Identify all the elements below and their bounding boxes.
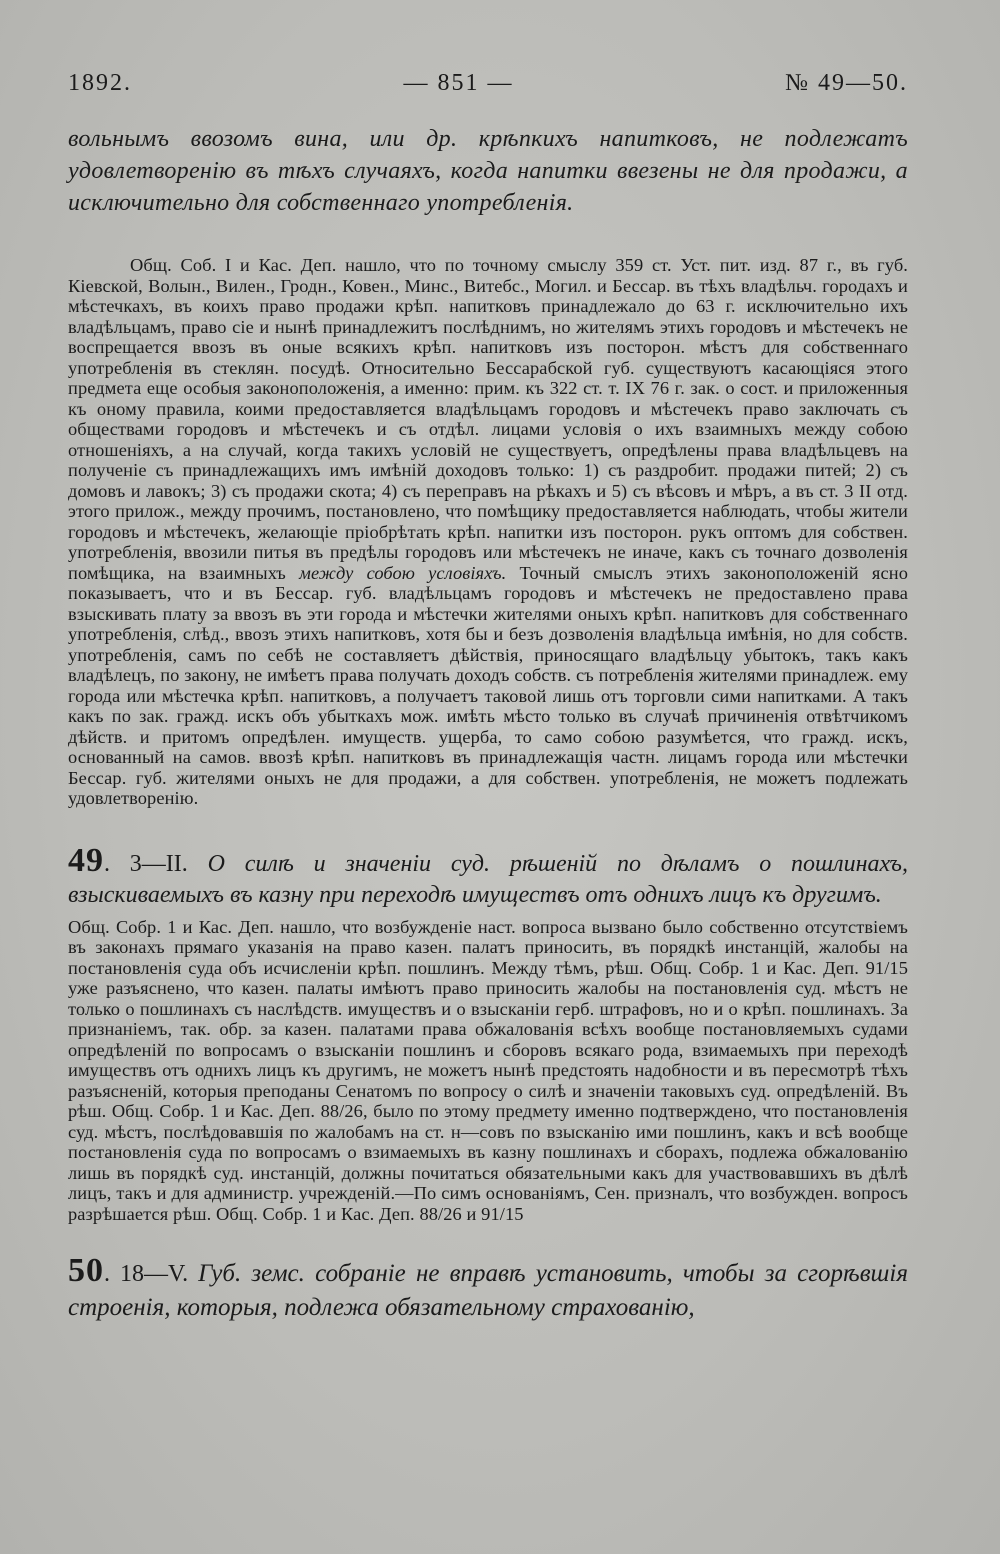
- section-50-heading: [68, 1254, 908, 1325]
- section-50: [68, 1254, 908, 1325]
- opinion-text-part1: Общ. Соб. I и Кас. Деп. нашло, что по точному смыслу 359 ст. Уст. пит. изд. 87 г., въ губ. Кіевской, Волын., Вилен., Гродн., Ковен., Минс., Витебс., Могил. и Бессар. въ тѣхъ владѣльч. городахъ и мѣстечкахъ, въ коихъ право продажи крѣп. напитковъ принадлежало до 63 г. исключительно ихъ владѣльцамъ, право сіе и нынѣ принадлежитъ послѣднимъ, но жителямъ этихъ городовъ и мѣстечекъ не воспрещается ввозъ въ оные всякихъ крѣп. напитковъ изъ посторон. мѣстъ для собственнаго употребленія въ стеклян. посудѣ. Относительно Бессарабской губ. существуютъ касающіяся этого предмета еще особыя законоположенія, а именно: прим. къ 322 ст. т. IX 76 г. зак. о сост. и приложенныя къ оному правила, коими предоставляется владѣльцамъ городовъ и мѣстечекъ право заключать съ обществами городовъ и мѣстечекъ и съ отдѣл. лицами условія о ихъ взаимныхъ между собою отношеніяхъ, а на случай, когда такихъ условій не существуетъ, опредѣлены права владѣльцевъ на полученіе съ принадлежащихъ имъ имѣній доходовъ только: 1) съ раздробит. продажи питей; 2) съ домовъ и лавокъ; 3) съ продажи скота; 4) съ переправъ на рѣкахъ и 5) съ вѣсовъ и мѣръ, а въ ст. 3 II отд. этого прилож., между прочимъ, постановлено, что помѣщику предоставляется наблюдать, чтобы жители городовъ и мѣстечекъ, желающіе пріобрѣтать крѣп. напитки изъ посторон. рукъ оптомъ для собствен. употребленія, ввозили питья въ предѣлы городовъ или мѣстечекъ не иначе, какъ съ точнаго дозволенія помѣщика, на взаимныхъ: [68, 255, 908, 583]
- running-head: [68, 70, 908, 97]
- section-49-date: . 3—II.: [104, 850, 208, 877]
- headnote: вольнымъ ввозомъ вина, или др. крѣпкихъ напитковъ, не подлежатъ удовлетворенію въ тѣхъ случаяхъ, когда напитки ввезены не для продажи, а исключительно для собственнаго употребленія.: [68, 126, 908, 216]
- section-49: [68, 841, 909, 1225]
- year-label: 1892.: [68, 70, 132, 96]
- opinion-text-part2: Точный смыслъ этихъ законоположеній ясно показываетъ, что и въ Бессар. губ. владѣльцамъ городовъ и мѣстечекъ не предоставлено права взыскивать плату за ввозъ въ эти города и мѣстечки жителями оныхъ крѣп. напитковъ для собственнаго употребленія, слѣд., ввозъ этихъ напитковъ, хотя бы и безъ дозволенія владѣльца имѣнія, но для собств. употребленія, самъ по себѣ не составляетъ дѣйствія, приносящаго владѣльцу убытокъ, такъ какъ владѣлецъ, по закону, не имѣетъ права получать доходъ собств. съ потребленія жителями принадлеж. ему города или мѣстечка крѣп. напитковъ, а получаетъ таковой лишь отъ торговли сими напитками. А такъ какъ по зак. гражд. искъ объ убыткахъ мож. имѣть мѣсто только въ случаѣ причиненія отвѣтчикомъ дѣйств. и притомъ опредѣлен. имуществ. ущерба, то само собою разумѣется, что гражд. искъ, основанный на самов. ввозѣ крѣп. напитковъ въ принадлежащія частн. лицамъ города или мѣстечки Бессар. губ. жителями оныхъ не для продажи, а для собствен. употребленія, не можетъ подлежать удовлетворенію.: [68, 562, 908, 808]
- section-49-heading: [68, 841, 909, 911]
- section-50-number: 50: [68, 1252, 104, 1289]
- section-50-date: . 18—V.: [104, 1261, 199, 1287]
- opinion-paragraph: [68, 255, 908, 809]
- opinion-italic-phrase: между собою условіяхъ.: [299, 562, 507, 583]
- section-49-number: 49: [68, 841, 104, 879]
- issue-number: № 49—50.: [785, 70, 908, 96]
- section-49-title: О силѣ и значеніи суд. рѣшеній по дѣламъ о пошлинахъ, взыскиваемыхъ въ казну при переходѣ имуществъ отъ однихъ лицъ къ другимъ.: [68, 850, 909, 908]
- section-50-title: Губ. земс. собраніе не вправѣ установить, чтобы за сгорѣвшія строенія, которыя, подлежа обязательному страхованію,: [68, 1260, 908, 1321]
- page-number: — 851 —: [403, 70, 514, 96]
- section-49-body: Общ. Собр. 1 и Кас. Деп. нашло, что возбужденіе наст. вопроса вызвано было собственно отсутствіемъ въ законахъ прямаго указанія на право казен. палатъ приносить, въ порядкѣ инстанцій, жалобы на постановленія суда объ исчисленіи крѣп. пошлинъ. Между тѣмъ, рѣш. Общ. Собр. 1 и Кас. Деп. 91/15 уже разъяснено, что казен. палаты имѣютъ право приносить жалобы на постановленія суд. мѣстъ не только о пошлинахъ съ наслѣдств. имуществъ и о взысканіи герб. штрафовъ, но и о крѣп. пошлинахъ. За признаніемъ, так. обр. за казен. палатами права обжалованія всѣхъ вообще постановляемыхъ судами опредѣленій по вопросамъ о взысканіи пошлинъ и сборовъ всякаго рода, взимаемыхъ при переходѣ имуществъ отъ однихъ лицъ къ другимъ, не можетъ нынѣ предстоять надобности и въ пересмотрѣ тѣхъ разъясненій, которыя преподаны Сенатомъ по вопросу о силѣ и значеніи таковыхъ суд. опредѣленій. Въ рѣш. Общ. Собр. 1 и Кас. Деп. 88/26, было по этому предмету именно подтверждено, что постановленія суд. мѣстъ, послѣдовавшія по жалобамъ на ст. н—совъ по взысканію ими пошлинъ, какъ и всѣ вообще постановленія суда по вопросамъ о взимаемыхъ въ казну пошлинахъ и сборахъ, подлежа обжалованію лишь въ порядкѣ суд. инстанцій, должны почитаться обязательными какъ для участвовавшихъ въ дѣлѣ лицъ, такъ и для администр. учрежденій.—По симъ основаніямъ, Сен. призналъ, что возбужден. вопросъ разрѣшается рѣш. Общ. Собр. 1 и Кас. Деп. 88/26 и 91/15: [68, 916, 908, 1224]
